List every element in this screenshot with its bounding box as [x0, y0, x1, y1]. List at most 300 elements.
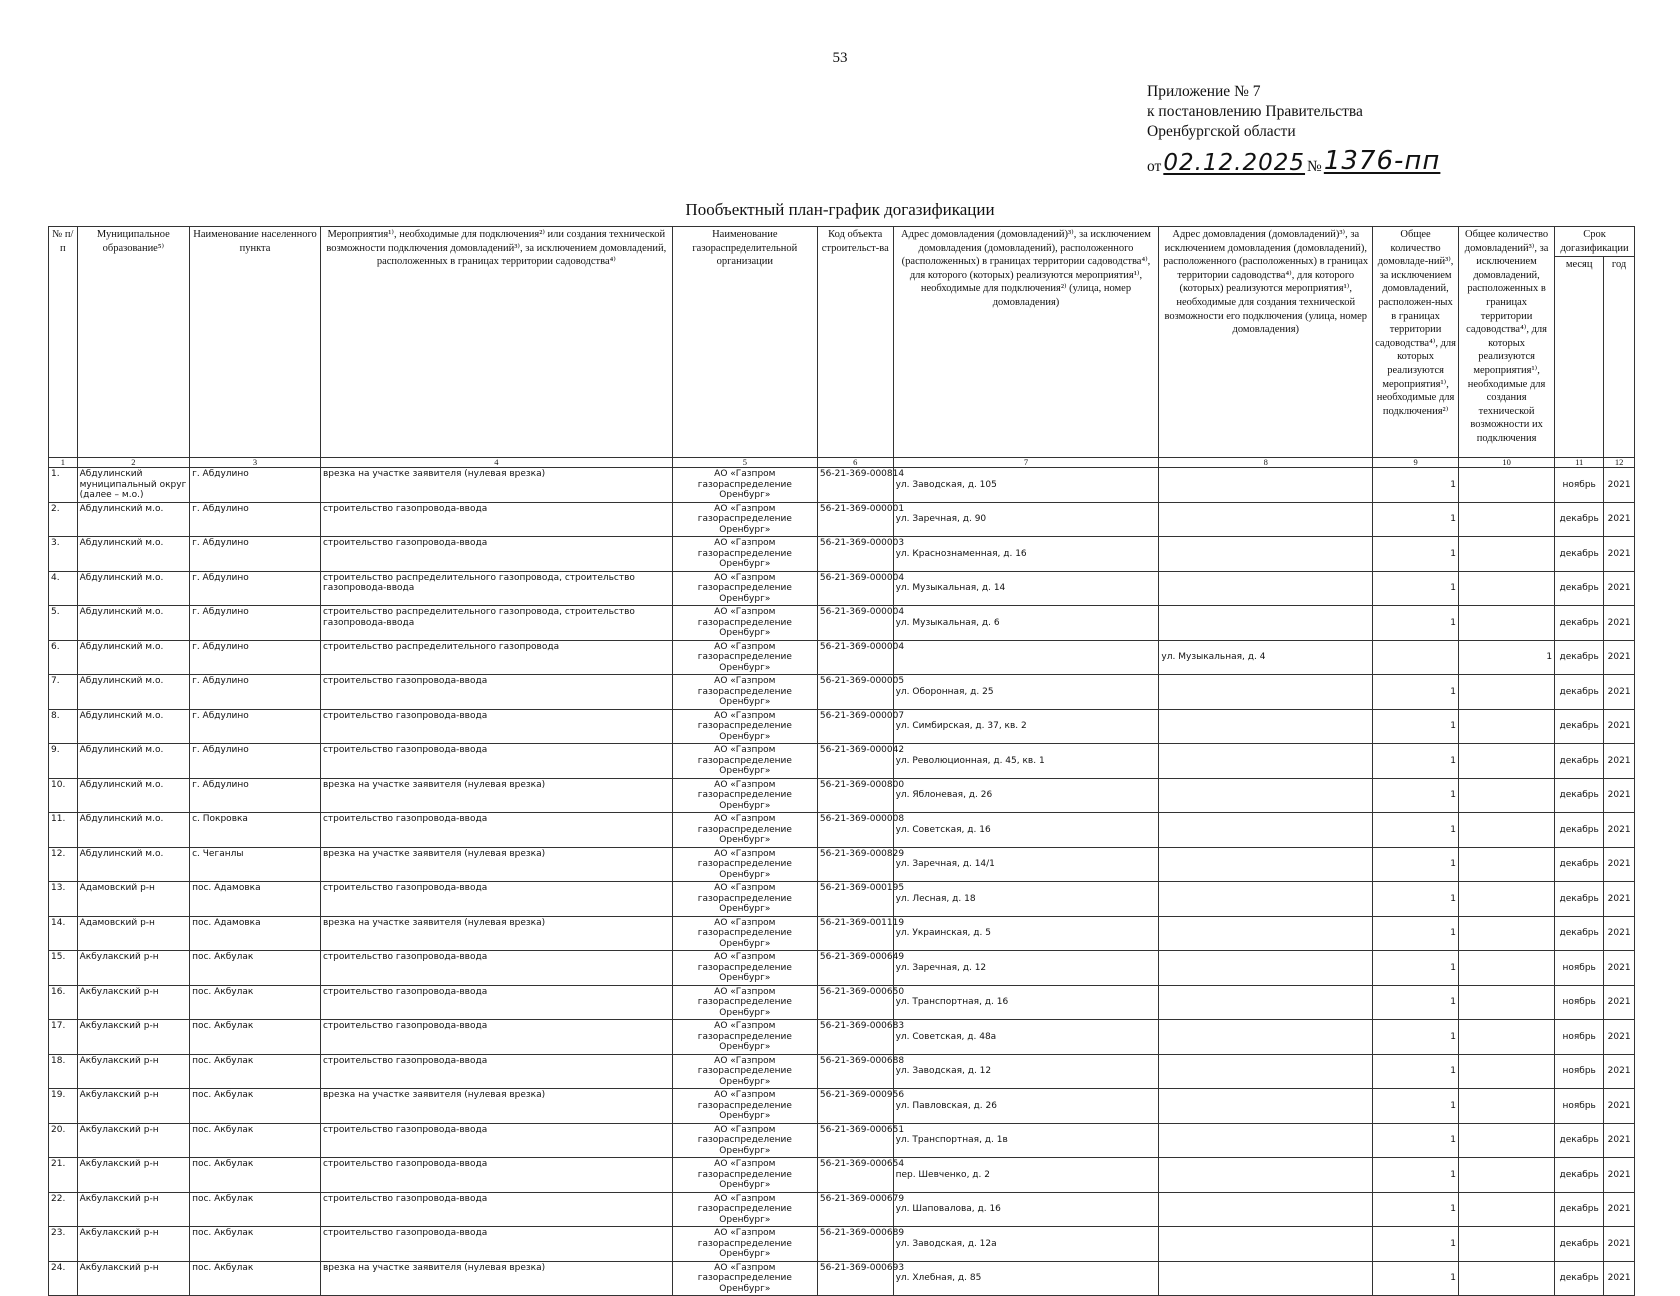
address-cell: ул. Хлебная, д. 85 — [893, 1261, 1159, 1296]
column-number: 7 — [893, 458, 1159, 468]
organization-cell: АО «Газпром газораспределение Оренбург» — [672, 571, 817, 606]
address-garden-cell — [1159, 606, 1373, 641]
address-garden-cell — [1159, 1227, 1373, 1262]
table-row — [49, 709, 1635, 744]
quantity-technical-cell — [1459, 1089, 1555, 1124]
address-cell: ул. Транспортная, д. 1в — [893, 1123, 1159, 1158]
address-garden-cell — [1159, 1089, 1373, 1124]
settlement-cell: с. Покровка — [190, 813, 321, 848]
municipality-cell: Адамовский р-н — [77, 882, 189, 917]
column-number: 6 — [817, 458, 893, 468]
schedule-table — [48, 226, 1635, 1296]
year-cell: 2021 — [1604, 882, 1635, 917]
organization-cell: АО «Газпром газораспределение Оренбург» — [672, 675, 817, 710]
municipality-cell: Акбулакский р-н — [77, 985, 189, 1020]
settlement-cell: г. Абдулино — [190, 778, 321, 813]
address-cell: ул. Советская, д. 48а — [893, 1020, 1159, 1055]
quantity-technical-cell — [1459, 778, 1555, 813]
settlement-cell: г. Абдулино — [190, 571, 321, 606]
measure-cell: строительство распределительного газопровода — [320, 640, 672, 675]
address-cell: ул. Заводская, д. 105 — [893, 468, 1159, 503]
measure-cell: строительство газопровода-ввода — [320, 951, 672, 986]
quantity-technical-cell — [1459, 951, 1555, 986]
header-measures: Мероприятия¹⁾, необходимые для подключения²⁾ или создания технической возможности подключения домовладений³⁾, за исключением домовладений, расположенных в границах территории садоводства⁴⁾ — [320, 227, 672, 458]
organization-cell: АО «Газпром газораспределение Оренбург» — [672, 1089, 817, 1124]
header-organization: Наименование газораспределительной организации — [672, 227, 817, 458]
month-cell: ноябрь — [1555, 951, 1604, 986]
quantity-technical-cell — [1459, 675, 1555, 710]
year-cell: 2021 — [1604, 951, 1635, 986]
quantity-technical-cell — [1459, 606, 1555, 641]
address-garden-cell — [1159, 778, 1373, 813]
quantity-cell: 1 — [1373, 1192, 1459, 1227]
year-cell: 2021 — [1604, 502, 1635, 537]
quantity-technical-cell — [1459, 1261, 1555, 1296]
object-code-cell: 56-21-369-000654 — [817, 1158, 893, 1193]
measure-cell: строительство газопровода-ввода — [320, 502, 672, 537]
header-term: Срок догазификации — [1555, 227, 1635, 257]
header-municipality: Муниципальное образование⁵⁾ — [77, 227, 189, 458]
month-cell: декабрь — [1555, 847, 1604, 882]
column-number: 10 — [1459, 458, 1555, 468]
object-code-cell: 56-21-369-000650 — [817, 985, 893, 1020]
row-number: 18. — [49, 1054, 78, 1089]
municipality-cell: Акбулакский р-н — [77, 1192, 189, 1227]
municipality-cell: Акбулакский р-н — [77, 1020, 189, 1055]
settlement-cell: г. Абдулино — [190, 709, 321, 744]
measure-cell: строительство газопровода-ввода — [320, 1192, 672, 1227]
object-code-cell: 56-21-369-000956 — [817, 1089, 893, 1124]
object-code-cell: 56-21-369-000007 — [817, 709, 893, 744]
address-cell: ул. Советская, д. 16 — [893, 813, 1159, 848]
row-number: 11. — [49, 813, 78, 848]
month-cell: декабрь — [1555, 606, 1604, 641]
quantity-cell: 1 — [1373, 1261, 1459, 1296]
year-cell: 2021 — [1604, 468, 1635, 503]
object-code-cell: 56-21-369-000689 — [817, 1227, 893, 1262]
appendix-line-3: Оренбургской области — [1147, 123, 1296, 140]
address-cell: ул. Революционная, д. 45, кв. 1 — [893, 744, 1159, 779]
municipality-cell: Акбулакский р-н — [77, 1158, 189, 1193]
page-number: 53 — [832, 50, 848, 66]
row-number: 23. — [49, 1227, 78, 1262]
year-cell: 2021 — [1604, 1123, 1635, 1158]
year-cell: 2021 — [1604, 1020, 1635, 1055]
column-number: 9 — [1373, 458, 1459, 468]
table-row — [49, 916, 1635, 951]
address-cell: ул. Музыкальная, д. 14 — [893, 571, 1159, 606]
address-cell: ул. Шаповалова, д. 16 — [893, 1192, 1159, 1227]
settlement-cell: пос. Акбулак — [190, 1227, 321, 1262]
address-garden-cell — [1159, 1054, 1373, 1089]
address-cell: ул. Оборонная, д. 25 — [893, 675, 1159, 710]
decree-date: 02.12.2025 — [1163, 150, 1306, 176]
quantity-technical-cell — [1459, 1192, 1555, 1227]
quantity-technical-cell — [1459, 468, 1555, 503]
measure-cell: врезка на участке заявителя (нулевая врезка) — [320, 778, 672, 813]
address-cell — [893, 640, 1159, 675]
month-cell: декабрь — [1555, 709, 1604, 744]
measure-cell: строительство газопровода-ввода — [320, 1227, 672, 1262]
year-cell: 2021 — [1604, 847, 1635, 882]
month-cell: декабрь — [1555, 744, 1604, 779]
organization-cell: АО «Газпром газораспределение Оренбург» — [672, 640, 817, 675]
table-row — [49, 813, 1635, 848]
settlement-cell: г. Абдулино — [190, 675, 321, 710]
header-address-garden: Адрес домовладения (домовладений)³⁾, за исключением домовладения (домовладений), расположенного (расположенных) в границах территории садоводства⁴⁾, для которого (которых) реализуются мероприятия¹⁾, необходимые для создания технической возможности его подключения (улица, номер домовладения) — [1159, 227, 1373, 458]
address-garden-cell — [1159, 847, 1373, 882]
organization-cell: АО «Газпром газораспределение Оренбург» — [672, 1227, 817, 1262]
address-garden-cell — [1159, 813, 1373, 848]
quantity-technical-cell — [1459, 709, 1555, 744]
table-row — [49, 1261, 1635, 1296]
year-cell: 2021 — [1604, 1192, 1635, 1227]
address-garden-cell — [1159, 502, 1373, 537]
address-cell: ул. Краснознаменная, д. 16 — [893, 537, 1159, 572]
settlement-cell: г. Абдулино — [190, 502, 321, 537]
address-cell: ул. Яблоневая, д. 26 — [893, 778, 1159, 813]
organization-cell: АО «Газпром газораспределение Оренбург» — [672, 1054, 817, 1089]
measure-cell: строительство газопровода-ввода — [320, 1158, 672, 1193]
row-number: 13. — [49, 882, 78, 917]
object-code-cell: 56-21-369-000683 — [817, 1020, 893, 1055]
municipality-cell: Абдулинский м.о. — [77, 502, 189, 537]
quantity-cell: 1 — [1373, 571, 1459, 606]
quantity-technical-cell — [1459, 744, 1555, 779]
object-code-cell: 56-21-369-000003 — [817, 537, 893, 572]
organization-cell: АО «Газпром газораспределение Оренбург» — [672, 744, 817, 779]
table-row — [49, 1158, 1635, 1193]
header-month: месяц — [1555, 257, 1604, 458]
object-code-cell: 56-21-369-000829 — [817, 847, 893, 882]
appendix-line-1: Приложение № 7 — [1147, 83, 1261, 100]
month-cell: декабрь — [1555, 1227, 1604, 1262]
object-code-cell: 56-21-369-000649 — [817, 951, 893, 986]
measure-cell: строительство распределительного газопровода, строительство газопровода-ввода — [320, 571, 672, 606]
quantity-cell: 1 — [1373, 951, 1459, 986]
quantity-cell: 1 — [1373, 985, 1459, 1020]
quantity-cell: 1 — [1373, 847, 1459, 882]
address-garden-cell — [1159, 951, 1373, 986]
settlement-cell: пос. Акбулак — [190, 985, 321, 1020]
settlement-cell: пос. Акбулак — [190, 1020, 321, 1055]
row-number: 2. — [49, 502, 78, 537]
municipality-cell: Абдулинский м.о. — [77, 847, 189, 882]
quantity-technical-cell — [1459, 502, 1555, 537]
column-number: 2 — [77, 458, 189, 468]
municipality-cell: Акбулакский р-н — [77, 1261, 189, 1296]
column-number: 8 — [1159, 458, 1373, 468]
measure-cell: строительство распределительного газопровода, строительство газопровода-ввода — [320, 606, 672, 641]
month-cell: ноябрь — [1555, 1054, 1604, 1089]
address-garden-cell — [1159, 1123, 1373, 1158]
quantity-cell: 1 — [1373, 1054, 1459, 1089]
organization-cell: АО «Газпром газораспределение Оренбург» — [672, 537, 817, 572]
settlement-cell: пос. Акбулак — [190, 951, 321, 986]
address-garden-cell: ул. Музыкальная, д. 4 — [1159, 640, 1373, 675]
row-number: 19. — [49, 1089, 78, 1124]
address-garden-cell — [1159, 709, 1373, 744]
month-cell: декабрь — [1555, 916, 1604, 951]
quantity-cell: 1 — [1373, 502, 1459, 537]
month-cell: декабрь — [1555, 675, 1604, 710]
address-cell: ул. Заречная, д. 12 — [893, 951, 1159, 986]
row-number: 12. — [49, 847, 78, 882]
decree-line — [1147, 146, 1440, 176]
municipality-cell: Абдулинский м.о. — [77, 778, 189, 813]
table-row — [49, 1123, 1635, 1158]
settlement-cell: г. Абдулино — [190, 744, 321, 779]
table-row — [49, 468, 1635, 503]
measure-cell: строительство газопровода-ввода — [320, 675, 672, 710]
column-number: 12 — [1604, 458, 1635, 468]
quantity-technical-cell — [1459, 1123, 1555, 1158]
measure-cell: врезка на участке заявителя (нулевая врезка) — [320, 1261, 672, 1296]
month-cell: декабрь — [1555, 1158, 1604, 1193]
measure-cell: строительство газопровода-ввода — [320, 709, 672, 744]
quantity-technical-cell — [1459, 847, 1555, 882]
address-cell: ул. Павловская, д. 26 — [893, 1089, 1159, 1124]
quantity-technical-cell — [1459, 985, 1555, 1020]
quantity-cell: 1 — [1373, 882, 1459, 917]
table-row — [49, 1089, 1635, 1124]
quantity-technical-cell — [1459, 916, 1555, 951]
settlement-cell: пос. Акбулак — [190, 1192, 321, 1227]
row-number: 20. — [49, 1123, 78, 1158]
quantity-cell: 1 — [1373, 1123, 1459, 1158]
row-number: 15. — [49, 951, 78, 986]
address-garden-cell — [1159, 1158, 1373, 1193]
month-cell: ноябрь — [1555, 1020, 1604, 1055]
table-row — [49, 1020, 1635, 1055]
settlement-cell: пос. Акбулак — [190, 1054, 321, 1089]
address-garden-cell — [1159, 744, 1373, 779]
year-cell: 2021 — [1604, 537, 1635, 572]
quantity-technical-cell — [1459, 1020, 1555, 1055]
organization-cell: АО «Газпром газораспределение Оренбург» — [672, 502, 817, 537]
quantity-cell — [1373, 640, 1459, 675]
settlement-cell: пос. Акбулак — [190, 1261, 321, 1296]
quantity-cell: 1 — [1373, 916, 1459, 951]
quantity-cell: 1 — [1373, 709, 1459, 744]
address-garden-cell — [1159, 1020, 1373, 1055]
quantity-technical-cell — [1459, 1227, 1555, 1262]
measure-cell: строительство газопровода-ввода — [320, 744, 672, 779]
municipality-cell: Абдулинский м.о. — [77, 606, 189, 641]
address-garden-cell — [1159, 882, 1373, 917]
year-cell: 2021 — [1604, 916, 1635, 951]
year-cell: 2021 — [1604, 1054, 1635, 1089]
organization-cell: АО «Газпром газораспределение Оренбург» — [672, 468, 817, 503]
row-number: 3. — [49, 537, 78, 572]
month-cell: декабрь — [1555, 813, 1604, 848]
municipality-cell: Акбулакский р-н — [77, 1054, 189, 1089]
measure-cell: строительство газопровода-ввода — [320, 985, 672, 1020]
measure-cell: строительство газопровода-ввода — [320, 882, 672, 917]
decree-number: 1376-пп — [1323, 146, 1441, 176]
object-code-cell: 56-21-369-000008 — [817, 813, 893, 848]
header-address: Адрес домовладения (домовладений)³⁾, за исключением домовладения (домовладений), расположенного (расположенных) в границах территории садоводства⁴⁾, для которого (которых) реализуются мероприятия¹⁾, необходимые для подключения²⁾ (улица, номер домовладения) — [893, 227, 1159, 458]
appendix-block — [1147, 82, 1363, 142]
year-cell: 2021 — [1604, 778, 1635, 813]
quantity-cell: 1 — [1373, 606, 1459, 641]
column-number: 1 — [49, 458, 78, 468]
table-row — [49, 571, 1635, 606]
row-number: 1. — [49, 468, 78, 503]
municipality-cell: Адамовский р-н — [77, 916, 189, 951]
municipality-cell: Абдулинский м.о. — [77, 813, 189, 848]
organization-cell: АО «Газпром газораспределение Оренбург» — [672, 985, 817, 1020]
row-number: 16. — [49, 985, 78, 1020]
object-code-cell: 56-21-369-000679 — [817, 1192, 893, 1227]
object-code-cell: 56-21-369-000004 — [817, 640, 893, 675]
object-code-cell: 56-21-369-001119 — [817, 916, 893, 951]
column-number: 4 — [320, 458, 672, 468]
table-row — [49, 744, 1635, 779]
month-cell: ноябрь — [1555, 985, 1604, 1020]
month-cell: декабрь — [1555, 571, 1604, 606]
organization-cell: АО «Газпром газораспределение Оренбург» — [672, 606, 817, 641]
object-code-cell: 56-21-369-000004 — [817, 571, 893, 606]
table-row — [49, 1054, 1635, 1089]
address-cell: ул. Транспортная, д. 16 — [893, 985, 1159, 1020]
month-cell: ноябрь — [1555, 468, 1604, 503]
object-code-cell: 56-21-369-000693 — [817, 1261, 893, 1296]
organization-cell: АО «Газпром газораспределение Оренбург» — [672, 1020, 817, 1055]
municipality-cell: Абдулинский м.о. — [77, 640, 189, 675]
address-garden-cell — [1159, 468, 1373, 503]
quantity-cell: 1 — [1373, 675, 1459, 710]
table-row — [49, 847, 1635, 882]
settlement-cell: пос. Адамовка — [190, 882, 321, 917]
year-cell: 2021 — [1604, 744, 1635, 779]
table-row — [49, 640, 1635, 675]
quantity-cell: 1 — [1373, 1020, 1459, 1055]
decree-number-prefix: № — [1307, 158, 1322, 175]
quantity-cell: 1 — [1373, 1227, 1459, 1262]
table-row — [49, 537, 1635, 572]
object-code-cell: 56-21-369-000688 — [817, 1054, 893, 1089]
year-cell: 2021 — [1604, 1089, 1635, 1124]
month-cell: декабрь — [1555, 537, 1604, 572]
address-cell: ул. Заводская, д. 12а — [893, 1227, 1159, 1262]
row-number: 10. — [49, 778, 78, 813]
header-quantity-technical: Общее количество домовладений³⁾, за исключением домовладений, расположенных в границах территории садоводства⁴⁾, для которых реализуются мероприятия¹⁾, необходимые для создания технической возможности их подключения — [1459, 227, 1555, 458]
municipality-cell: Акбулакский р-н — [77, 1089, 189, 1124]
object-code-cell: 56-21-369-000005 — [817, 675, 893, 710]
object-code-cell: 56-21-369-000800 — [817, 778, 893, 813]
measure-cell: строительство газопровода-ввода — [320, 1054, 672, 1089]
header-object-code: Код объекта строительст-ва — [817, 227, 893, 458]
table-row — [49, 951, 1635, 986]
year-cell: 2021 — [1604, 640, 1635, 675]
header-number: № п/п — [49, 227, 78, 458]
quantity-technical-cell — [1459, 537, 1555, 572]
quantity-technical-cell — [1459, 813, 1555, 848]
settlement-cell: г. Абдулино — [190, 468, 321, 503]
header-quantity: Общее количество домовладе-ний³⁾, за исключением домовладений, расположен-ных в границах территории садоводства⁴⁾, для которых реализуются мероприятия¹⁾, необходимые для подключения²⁾ — [1373, 227, 1459, 458]
year-cell: 2021 — [1604, 606, 1635, 641]
address-garden-cell — [1159, 916, 1373, 951]
object-code-cell: 56-21-369-000195 — [817, 882, 893, 917]
measure-cell: врезка на участке заявителя (нулевая врезка) — [320, 1089, 672, 1124]
address-cell: ул. Лесная, д. 18 — [893, 882, 1159, 917]
organization-cell: АО «Газпром газораспределение Оренбург» — [672, 916, 817, 951]
measure-cell: врезка на участке заявителя (нулевая врезка) — [320, 916, 672, 951]
municipality-cell: Акбулакский р-н — [77, 951, 189, 986]
measure-cell: врезка на участке заявителя (нулевая врезка) — [320, 468, 672, 503]
organization-cell: АО «Газпром газораспределение Оренбург» — [672, 847, 817, 882]
quantity-cell: 1 — [1373, 1158, 1459, 1193]
organization-cell: АО «Газпром газораспределение Оренбург» — [672, 778, 817, 813]
column-number: 5 — [672, 458, 817, 468]
measure-cell: строительство газопровода-ввода — [320, 537, 672, 572]
organization-cell: АО «Газпром газораспределение Оренбург» — [672, 1158, 817, 1193]
address-garden-cell — [1159, 1261, 1373, 1296]
quantity-technical-cell — [1459, 1054, 1555, 1089]
quantity-cell: 1 — [1373, 468, 1459, 503]
organization-cell: АО «Газпром газораспределение Оренбург» — [672, 709, 817, 744]
table-row — [49, 882, 1635, 917]
year-cell: 2021 — [1604, 1227, 1635, 1262]
address-cell: ул. Заречная, д. 14/1 — [893, 847, 1159, 882]
year-cell: 2021 — [1604, 709, 1635, 744]
column-numbers-row — [49, 458, 1635, 468]
settlement-cell: с. Чеганлы — [190, 847, 321, 882]
municipality-cell: Акбулакский р-н — [77, 1123, 189, 1158]
row-number: 22. — [49, 1192, 78, 1227]
header-year: год — [1604, 257, 1635, 458]
year-cell: 2021 — [1604, 571, 1635, 606]
table-row — [49, 606, 1635, 641]
quantity-technical-cell — [1459, 882, 1555, 917]
table-row — [49, 1227, 1635, 1262]
measure-cell: строительство газопровода-ввода — [320, 1123, 672, 1158]
object-code-cell: 56-21-369-000001 — [817, 502, 893, 537]
address-garden-cell — [1159, 985, 1373, 1020]
measure-cell: строительство газопровода-ввода — [320, 1020, 672, 1055]
address-garden-cell — [1159, 1192, 1373, 1227]
address-cell: ул. Заречная, д. 90 — [893, 502, 1159, 537]
month-cell: декабрь — [1555, 1123, 1604, 1158]
table-body — [49, 468, 1635, 1296]
row-number: 17. — [49, 1020, 78, 1055]
month-cell: декабрь — [1555, 1261, 1604, 1296]
address-garden-cell — [1159, 675, 1373, 710]
municipality-cell: Акбулакский р-н — [77, 1227, 189, 1262]
settlement-cell: пос. Акбулак — [190, 1089, 321, 1124]
year-cell: 2021 — [1604, 813, 1635, 848]
object-code-cell: 56-21-369-000004 — [817, 606, 893, 641]
table-row — [49, 1192, 1635, 1227]
month-cell: декабрь — [1555, 778, 1604, 813]
table-row — [49, 778, 1635, 813]
month-cell: декабрь — [1555, 502, 1604, 537]
quantity-technical-cell — [1459, 571, 1555, 606]
address-cell: ул. Музыкальная, д. 6 — [893, 606, 1159, 641]
row-number: 5. — [49, 606, 78, 641]
row-number: 24. — [49, 1261, 78, 1296]
row-number: 14. — [49, 916, 78, 951]
municipality-cell: Абдулинский м.о. — [77, 675, 189, 710]
address-cell: ул. Симбирская, д. 37, кв. 2 — [893, 709, 1159, 744]
year-cell: 2021 — [1604, 985, 1635, 1020]
settlement-cell: пос. Акбулак — [190, 1158, 321, 1193]
year-cell: 2021 — [1604, 675, 1635, 710]
municipality-cell: Абдулинский муниципальный округ (далее – м.о.) — [77, 468, 189, 503]
quantity-cell: 1 — [1373, 813, 1459, 848]
settlement-cell: пос. Адамовка — [190, 916, 321, 951]
